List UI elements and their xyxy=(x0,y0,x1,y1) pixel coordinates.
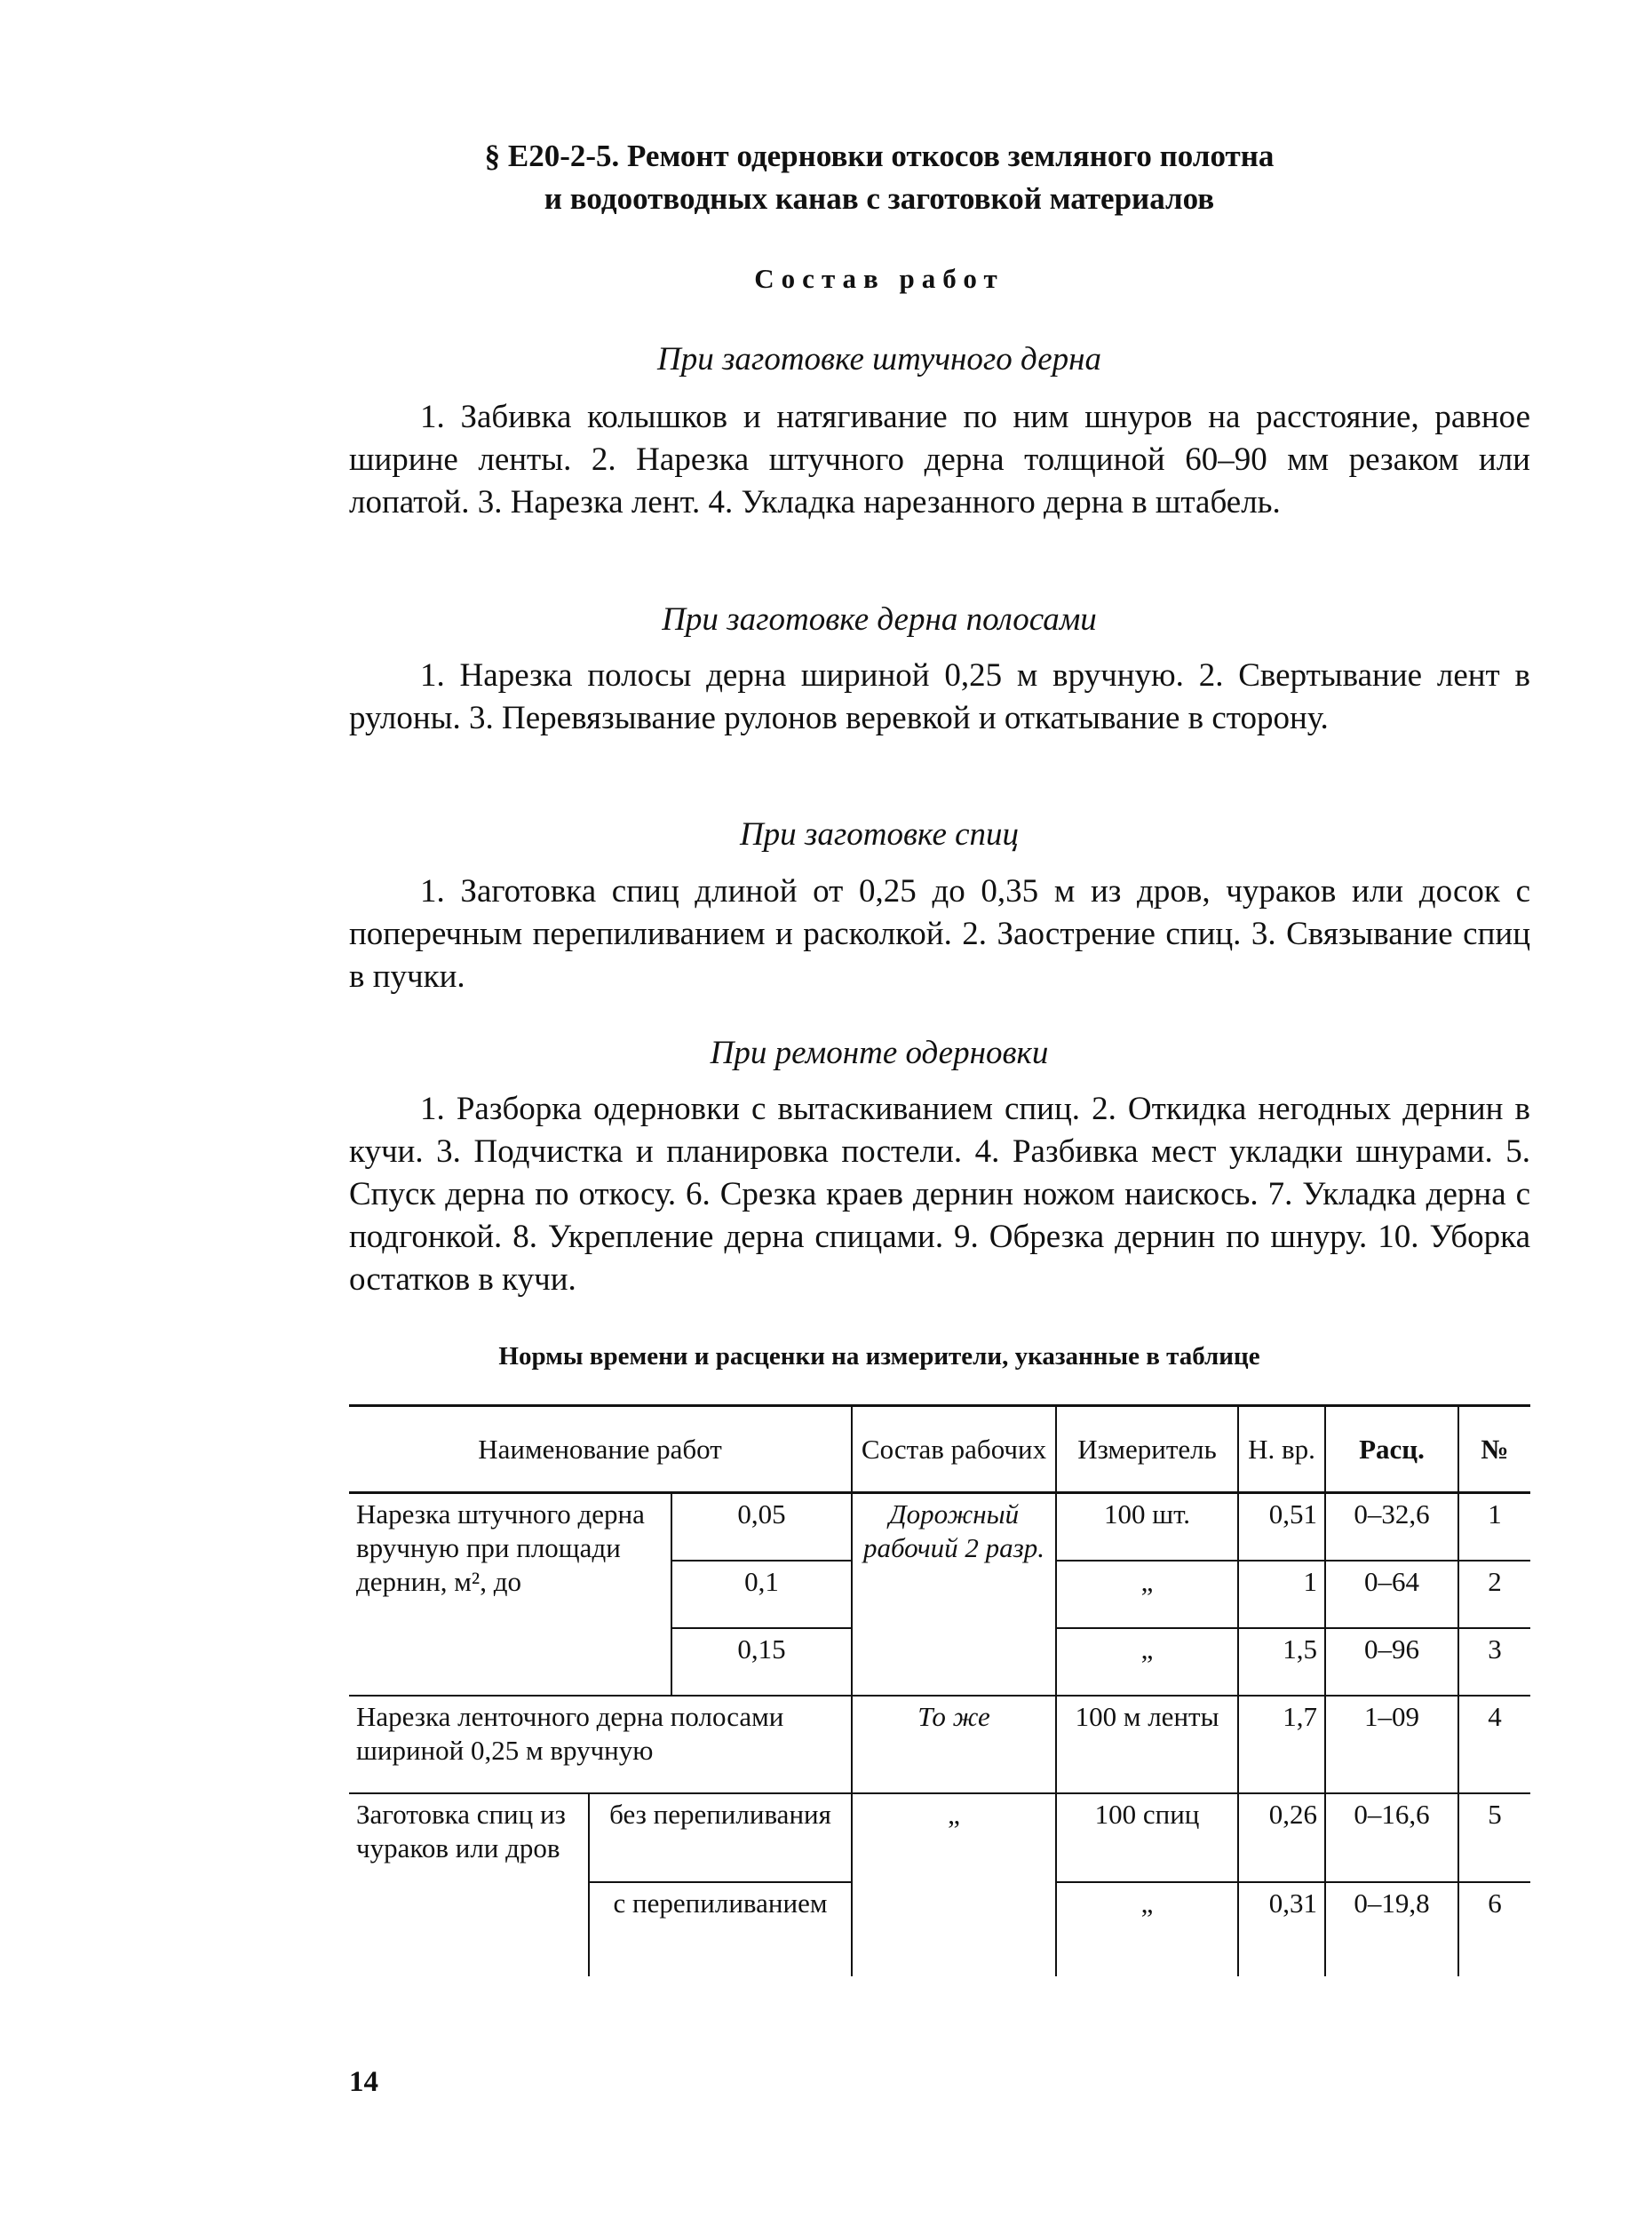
header-crew: Состав рабочих xyxy=(852,1406,1056,1493)
subheading-sod-pieces: При заготовке штучного дерна xyxy=(657,341,1101,377)
sub-cell: с перепиливанием xyxy=(589,1882,852,1976)
header-num: № xyxy=(1458,1406,1530,1493)
group3-crew: „ xyxy=(852,1793,1056,1976)
row4-label: Нарезка ленточного дерна полосами шириной 0,25 м вручную xyxy=(349,1696,852,1793)
subheading-sod-strips: При заготовке дерна полосами xyxy=(662,601,1097,638)
table-caption: Нормы времени и расценки на измерители, указанные в таблице xyxy=(498,1342,1260,1371)
crew-cell: То же xyxy=(852,1696,1056,1793)
norm-cell: 1 xyxy=(1238,1561,1325,1628)
title-line-2: и водоотводных канав с заготовкой материалов xyxy=(544,181,1215,216)
table-header-row xyxy=(349,1406,1530,1493)
paragraph-sod-pieces xyxy=(349,396,1530,524)
unit-cell: „ xyxy=(1056,1882,1238,1976)
group3-label: Заготовка спиц из чураков или дров xyxy=(349,1793,589,1976)
section-title xyxy=(346,135,1412,220)
header-norm: Н. вр. xyxy=(1238,1406,1325,1493)
norm-cell: 0,51 xyxy=(1238,1493,1325,1561)
paragraph-text: 1. Забивка колышков и натягивание по ним шнуров на расстояние, равное ширине ленты. 2. Нарезка штучного дерна толщиной 60–90 мм резаком или лопатой. 3. Нарезка лент. 4. Укладка нарезанного дерна в штабель. xyxy=(349,399,1530,521)
num-cell: 2 xyxy=(1458,1561,1530,1628)
area-cell: 0,05 xyxy=(671,1493,852,1561)
unit-cell: 100 спиц xyxy=(1056,1793,1238,1882)
area-cell: 0,15 xyxy=(671,1628,852,1696)
subheading-repair: При ремонте одерновки xyxy=(710,1035,1049,1071)
table-row xyxy=(349,1793,1530,1882)
rate-cell: 0–96 xyxy=(1325,1628,1458,1696)
rate-cell: 1–09 xyxy=(1325,1696,1458,1793)
paragraph-text: 1. Заготовка спиц длиной от 0,25 до 0,35 м из дров, чураков или досок с поперечным перепиливанием и расколкой. 2. Заострение спиц. 3. Связывание спиц в пучки. xyxy=(349,873,1530,995)
group1-label: Нарезка штучного дерна вручную при площади дернин, м², до xyxy=(356,1498,645,1597)
area-cell: 0,1 xyxy=(671,1561,852,1628)
paragraph-sod-strips xyxy=(349,655,1530,740)
unit-cell: 100 шт. xyxy=(1056,1493,1238,1561)
unit-cell: „ xyxy=(1056,1561,1238,1628)
composition-heading: Состав работ xyxy=(754,263,1005,294)
header-rate: Расц. xyxy=(1325,1406,1458,1493)
num-cell: 4 xyxy=(1458,1696,1530,1793)
norm-cell: 1,7 xyxy=(1238,1696,1325,1793)
paragraph-text: 1. Нарезка полосы дерна шириной 0,25 м вручную. 2. Свертывание лент в рулоны. 3. Перевязывание рулонов веревкой и откатывание в сторону. xyxy=(349,657,1530,736)
paragraph-spokes xyxy=(349,870,1530,998)
page-number: 14 xyxy=(349,2066,378,2098)
norms-table xyxy=(349,1404,1530,1976)
group1-crew: Дорожный рабочий 2 разр. xyxy=(852,1493,1056,1696)
num-cell: 1 xyxy=(1458,1493,1530,1561)
table-row xyxy=(349,1493,1530,1561)
unit-cell: 100 м ленты xyxy=(1056,1696,1238,1793)
header-unit: Измеритель xyxy=(1056,1406,1238,1493)
num-cell: 6 xyxy=(1458,1882,1530,1976)
rate-cell: 0–19,8 xyxy=(1325,1882,1458,1976)
title-line-1: § Е20-2-5. Ремонт одерновки откосов земляного полотна xyxy=(484,139,1275,173)
rate-cell: 0–64 xyxy=(1325,1561,1458,1628)
norm-cell: 0,26 xyxy=(1238,1793,1325,1882)
table-row xyxy=(349,1696,1530,1793)
rate-cell: 0–32,6 xyxy=(1325,1493,1458,1561)
paragraph-text: 1. Разборка одерновки с вытаскиванием спиц. 2. Откидка негодных дернин в кучи. 3. Подчистка и планировка постели. 4. Разбивка мест укладки шнурами. 5. Спуск дерна по откосу. 6. Срезка краев дернин ножом наискось. 7. Укладка дерна с подгонкой. 8. Укрепление дерна спицами. 9. Обрезка дернин по шнуру. 10. Уборка остатков в кучи. xyxy=(349,1091,1530,1298)
norm-cell: 0,31 xyxy=(1238,1882,1325,1976)
norm-cell: 1,5 xyxy=(1238,1628,1325,1696)
sub-cell: без перепиливания xyxy=(589,1793,852,1882)
header-name: Наименование работ xyxy=(349,1406,852,1493)
num-cell: 5 xyxy=(1458,1793,1530,1882)
paragraph-repair xyxy=(349,1088,1530,1301)
unit-cell: „ xyxy=(1056,1628,1238,1696)
rate-cell: 0–16,6 xyxy=(1325,1793,1458,1882)
num-cell: 3 xyxy=(1458,1628,1530,1696)
subheading-spokes: При заготовке спиц xyxy=(739,816,1020,853)
